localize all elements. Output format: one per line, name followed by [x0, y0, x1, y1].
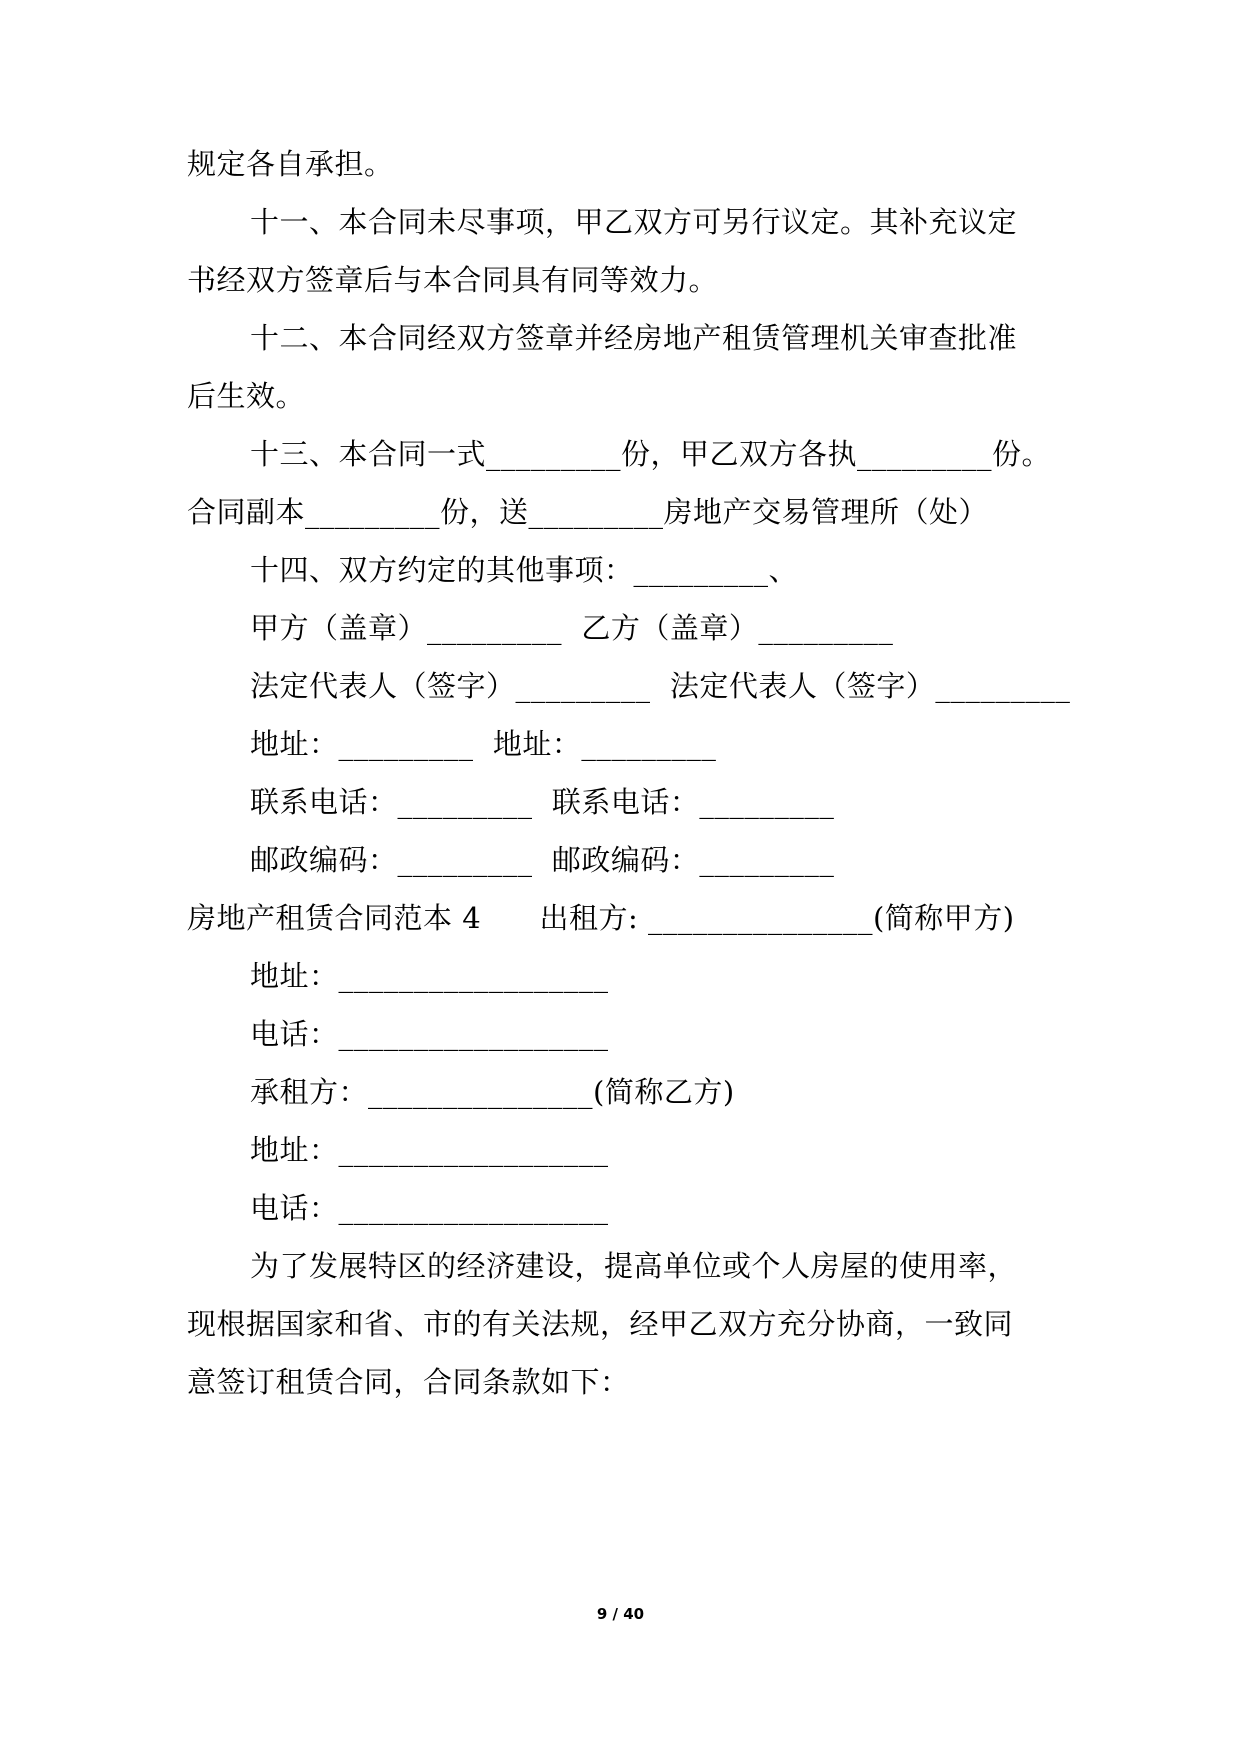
lessee-address-line: 地址：__________________	[250, 1133, 609, 1167]
postcode-line: 邮政编码：_________ 邮政编码：_________	[250, 843, 835, 877]
preamble-line: 为了发展特区的经济建设，提高单位或个人房屋的使用率，	[250, 1249, 1018, 1283]
section-heading: 房地产租赁合同范本 4 出租方: _______________(简称甲方)	[187, 901, 1015, 935]
phone-line: 联系电话：_________ 联系电话：_________	[250, 785, 835, 819]
seal-line: 甲方（盖章）_________ 乙方（盖章）_________	[250, 611, 894, 645]
clause-13: 十三、本合同一式_________份，甲乙双方各执_________份。	[250, 437, 1052, 471]
text-line: 后生效。	[187, 379, 306, 413]
text-line: 书经双方签章后与本合同具有同等效力。	[187, 263, 719, 297]
page-number: 9 / 40	[596, 1605, 645, 1623]
lessor-address-line: 地址：__________________	[250, 959, 609, 993]
clause-12: 十二、本合同经双方签章并经房地产租赁管理机关审查批准	[250, 321, 1018, 355]
preamble-line: 现根据国家和省、市的有关法规，经甲乙双方充分协商，一致同	[187, 1307, 1014, 1341]
address-line: 地址：_________ 地址：_________	[250, 727, 717, 761]
clause-14: 十四、双方约定的其他事项：_________、	[250, 553, 799, 587]
lessor-phone-line: 电话：__________________	[250, 1017, 609, 1051]
lessee-line: 承租方：_______________(简称乙方)	[250, 1075, 735, 1109]
lessee-phone-line: 电话：__________________	[250, 1191, 609, 1225]
clause-11: 十一、本合同未尽事项，甲乙双方可另行议定。其补充议定	[250, 205, 1018, 239]
preamble-line: 意签订租赁合同，合同条款如下：	[187, 1365, 630, 1399]
representative-line: 法定代表人（签字）_________ 法定代表人（签字）_________	[250, 669, 1071, 703]
text-line: 规定各自承担。	[187, 147, 394, 181]
text-line: 合同副本_________份，送_________房地产交易管理所（处）	[187, 495, 989, 529]
